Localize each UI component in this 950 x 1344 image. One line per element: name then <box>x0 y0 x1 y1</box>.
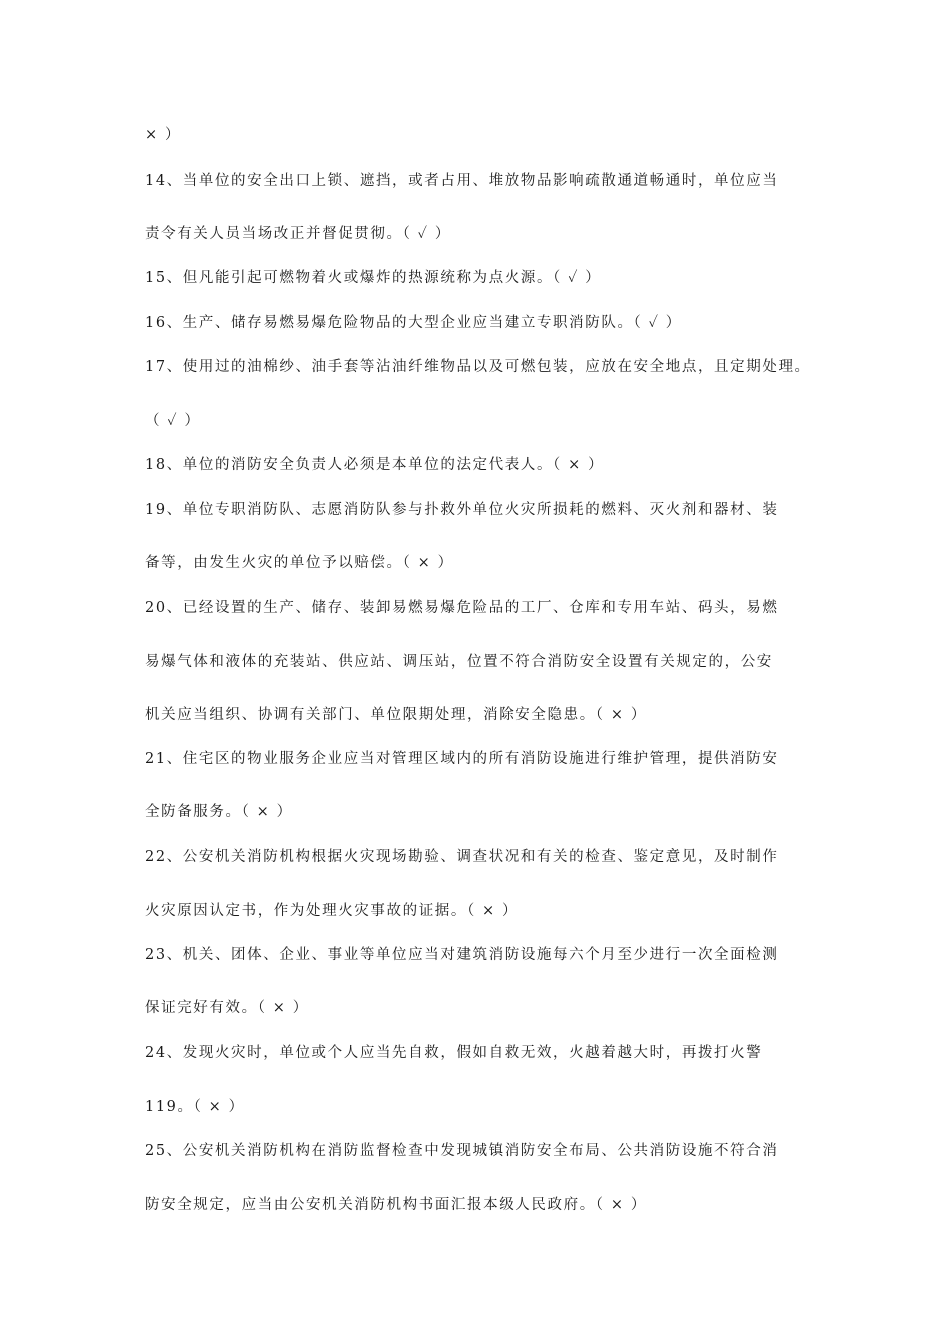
question-17-line-2: （ ✓ ） <box>145 413 201 429</box>
question-16: 16、生产、储存易燃易爆危险物品的大型企业应当建立专职消防队。（ ✓ ） <box>145 315 682 331</box>
question-25-line-2: 防安全规定，应当由公安机关消防机构书面汇报本级人民政府。（ × ） <box>145 1197 647 1213</box>
text-line: × ） <box>145 127 182 143</box>
question-20-line-1: 20、已经设置的生产、储存、装卸易燃易爆危险品的工厂、仓库和专用车站、码头，易燃 <box>145 600 779 616</box>
question-22-line-1: 22、公安机关消防机构根据火灾现场勘验、调查状况和有关的检查、鉴定意见，及时制作 <box>145 849 779 865</box>
question-18: 18、单位的消防安全负责人必须是本单位的法定代表人。（ × ） <box>145 457 605 473</box>
question-19-line-1: 19、单位专职消防队、志愿消防队参与扑救外单位火灾所损耗的燃料、灭火剂和器材、装 <box>145 502 779 518</box>
question-17-line-1: 17、使用过的油棉纱、油手套等沾油纤维物品以及可燃包装，应放在安全地点，且定期处理。 <box>145 359 811 375</box>
question-19-line-2: 备等，由发生火灾的单位予以赔偿。（ × ） <box>145 555 454 571</box>
question-20-line-3: 机关应当组织、协调有关部门、单位限期处理，消除安全隐患。（ × ） <box>145 707 647 723</box>
question-15: 15、但凡能引起可燃物着火或爆炸的热源统称为点火源。（ ✓ ） <box>145 270 602 286</box>
question-14-line-2: 责令有关人员当场改正并督促贯彻。（ ✓ ） <box>145 226 451 242</box>
question-24-line-1: 24、发现火灾时，单位或个人应当先自救，假如自救无效，火越着越大时，再拨打火警 <box>145 1045 763 1061</box>
question-23-line-1: 23、机关、团体、企业、事业等单位应当对建筑消防设施每六个月至少进行一次全面检测 <box>145 947 779 963</box>
question-21-line-1: 21、住宅区的物业服务企业应当对管理区域内的所有消防设施进行维护管理，提供消防安 <box>145 751 779 767</box>
question-20-line-2: 易爆气体和液体的充装站、供应站、调压站，位置不符合消防安全设置有关规定的，公安 <box>145 654 773 670</box>
question-25-line-1: 25、公安机关消防机构在消防监督检查中发现城镇消防安全布局、公共消防设施不符合消 <box>145 1143 779 1159</box>
question-23-line-2: 保证完好有效。（ × ） <box>145 1000 309 1016</box>
question-21-line-2: 全防备服务。（ × ） <box>145 804 293 820</box>
question-24-line-2: 119。（ × ） <box>145 1099 245 1115</box>
question-14-line-1: 14、当单位的安全出口上锁、遮挡，或者占用、堆放物品影响疏散通道畅通时，单位应当 <box>145 173 779 189</box>
question-22-line-2: 火灾原因认定书，作为处理火灾事故的证据。（ × ） <box>145 903 519 919</box>
